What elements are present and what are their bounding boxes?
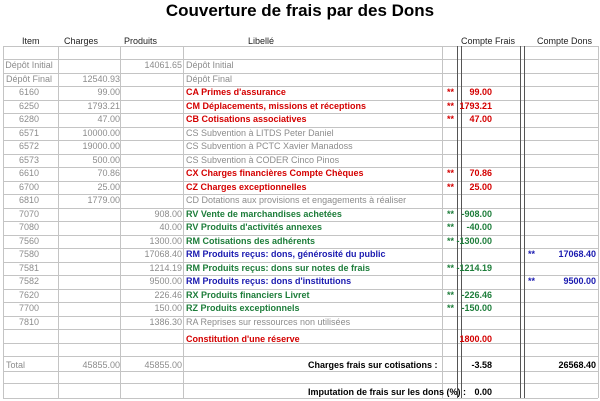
dons-cell: 17068.40: [558, 249, 596, 259]
produits-cell: 14061.65: [144, 60, 182, 70]
frais-cell: 70.86: [469, 168, 492, 178]
dons-cell: 9500.00: [563, 276, 596, 286]
libelle-cell: RA Reprises sur ressources non utilisées: [186, 317, 351, 327]
item-cell: 7581: [18, 263, 40, 273]
grid-hline: [3, 59, 598, 60]
frais-flag: **: [447, 222, 455, 232]
frais-flag: **: [447, 101, 455, 111]
produits-cell: 1214.19: [149, 263, 182, 273]
grid-vline: [598, 46, 599, 398]
dons-flag: **: [528, 249, 536, 259]
dons-flag: **: [528, 276, 536, 286]
produits-cell: 226.46: [154, 290, 182, 300]
total-charges: 45855.00: [82, 360, 120, 370]
libelle-cell: CS Subvention à PCTC Xavier Manadoss: [186, 141, 353, 151]
libelle-cell: RM Cotisations des adhérents: [186, 236, 316, 246]
frais-flag: **: [447, 209, 455, 219]
frais-cell: 99.00: [469, 87, 492, 97]
item-cell: 6250: [18, 101, 40, 111]
libelle-cell: RM Produits reçus: dons sur notes de frais: [186, 263, 371, 273]
imputation-value: 0.00: [474, 387, 492, 397]
item-cell: 6573: [18, 155, 40, 165]
grid-vline: [58, 46, 59, 398]
item-cell: 7080: [18, 222, 40, 232]
produits-cell: 17068.40: [144, 249, 182, 259]
charges-cell: 1779.00: [87, 195, 120, 205]
charges-cell: 10000.00: [82, 128, 120, 138]
grid-hline: [3, 398, 598, 399]
item-cell: 7560: [18, 236, 40, 246]
frais-flag: **: [447, 87, 455, 97]
libelle-cell: CS Subvention à CODER Cinco Pinos: [186, 155, 340, 165]
libelle-cell: CB Cotisations associatives: [186, 114, 307, 124]
item-cell: Dépôt Final: [5, 74, 53, 84]
produits-cell: 1386.30: [149, 317, 182, 327]
item-cell: 6810: [18, 195, 40, 205]
frais-flag: **: [447, 182, 455, 192]
grid-hline: [3, 371, 598, 372]
frais-cell: -1214.19: [456, 263, 492, 273]
libelle-cell: RV Produits d'activités annexes: [186, 222, 323, 232]
header-compte-dons: Compte Dons: [537, 36, 593, 46]
total-label: Total: [6, 360, 26, 370]
frais-cell: -1300.00: [456, 236, 492, 246]
charges-cell: 19000.00: [82, 141, 120, 151]
item-cell: 7620: [18, 290, 40, 300]
item-cell: 7070: [18, 209, 40, 219]
frais-flag: **: [447, 114, 455, 124]
item-cell: 6572: [18, 141, 40, 151]
libelle-cell: CD Dotations aux provisions et engagements à réaliser: [186, 195, 407, 205]
libelle-cell: CS Subvention à LITDS Peter Daniel: [186, 128, 334, 138]
frais-flag: **: [447, 290, 455, 300]
grid-hline: [3, 356, 598, 357]
libelle-cell: RM Produits reçus: dons d'institutions: [186, 276, 352, 286]
charges-cell: 12540.93: [82, 74, 120, 84]
grid-vline: [520, 46, 521, 398]
libelle-cell: CM Déplacements, missions et réceptions: [186, 101, 367, 111]
header-libelle: Libellé: [248, 36, 275, 46]
produits-cell: 40.00: [159, 222, 182, 232]
libelle-cell: RZ Produits exceptionnels: [186, 303, 300, 313]
frais-cell: 1793.21: [459, 101, 492, 111]
grid-vline: [524, 46, 525, 398]
frais-flag: **: [447, 236, 455, 246]
frais-cell: 25.00: [469, 182, 492, 192]
frais-cell: -226.46: [461, 290, 492, 300]
libelle-cell: Dépôt Initial: [186, 60, 234, 70]
charges-cell: 25.00: [97, 182, 120, 192]
summary-frais: -3.58: [471, 360, 492, 370]
grid-hline: [3, 343, 598, 344]
libelle-cell: CZ Charges exceptionnelles: [186, 182, 307, 192]
grid-hline: [3, 46, 598, 47]
grid-vline: [183, 46, 184, 398]
header-compte-frais: Compte Frais: [461, 36, 516, 46]
item-cell: 6160: [18, 87, 40, 97]
reserve-frais: 1800.00: [459, 334, 492, 344]
item-cell: 6700: [18, 182, 40, 192]
libelle-cell: RX Produits financiers Livret: [186, 290, 310, 300]
libelle-cell: CA Primes d'assurance: [186, 87, 286, 97]
imputation-label: Imputation de frais sur les dons (%) :: [308, 387, 467, 397]
frais-flag: **: [447, 168, 455, 178]
frais-cell: 47.00: [469, 114, 492, 124]
header-charges: Charges: [64, 36, 99, 46]
grid-hline: [3, 302, 598, 303]
grid-hline: [3, 383, 598, 384]
item-cell: 7700: [18, 303, 40, 313]
charges-cell: 47.00: [97, 114, 120, 124]
charges-cell: 500.00: [92, 155, 120, 165]
charges-cell: 99.00: [97, 87, 120, 97]
item-cell: 7810: [18, 317, 40, 327]
frais-flag: **: [447, 303, 455, 313]
frais-cell: -908.00: [461, 209, 492, 219]
libelle-cell: RV Vente de marchandises achetées: [186, 209, 342, 219]
header-produits: Produits: [124, 36, 158, 46]
item-cell: 6610: [18, 168, 40, 178]
frais-flag: **: [447, 263, 455, 273]
item-cell: Dépôt Initial: [5, 60, 53, 70]
produits-cell: 1300.00: [149, 236, 182, 246]
item-cell: 6280: [18, 114, 40, 124]
item-cell: 7582: [18, 276, 40, 286]
charges-cell: 1793.21: [87, 101, 120, 111]
grid-vline: [442, 46, 443, 398]
frais-cell: -150.00: [461, 303, 492, 313]
produits-cell: 9500.00: [149, 276, 182, 286]
produits-cell: 150.00: [154, 303, 182, 313]
charges-cell: 70.86: [97, 168, 120, 178]
frais-cell: -40.00: [466, 222, 492, 232]
summary-label: Charges frais sur cotisations :: [308, 360, 438, 370]
produits-cell: 908.00: [154, 209, 182, 219]
libelle-cell: CX Charges financières Compte Chèques: [186, 168, 364, 178]
libelle-cell: Dépôt Final: [186, 74, 233, 84]
item-cell: 6571: [18, 128, 40, 138]
reserve-label: Constitution d'une réserve: [186, 334, 300, 344]
grid-hline: [3, 329, 598, 330]
item-cell: 7580: [18, 249, 40, 259]
header-item: Item: [22, 36, 40, 46]
libelle-cell: RM Produits reçus: dons, générosité du public: [186, 249, 386, 259]
sheet-title: Couverture de frais par des Dons: [165, 1, 435, 20]
summary-dons: 26568.40: [558, 360, 596, 370]
total-produits: 45855.00: [144, 360, 182, 370]
